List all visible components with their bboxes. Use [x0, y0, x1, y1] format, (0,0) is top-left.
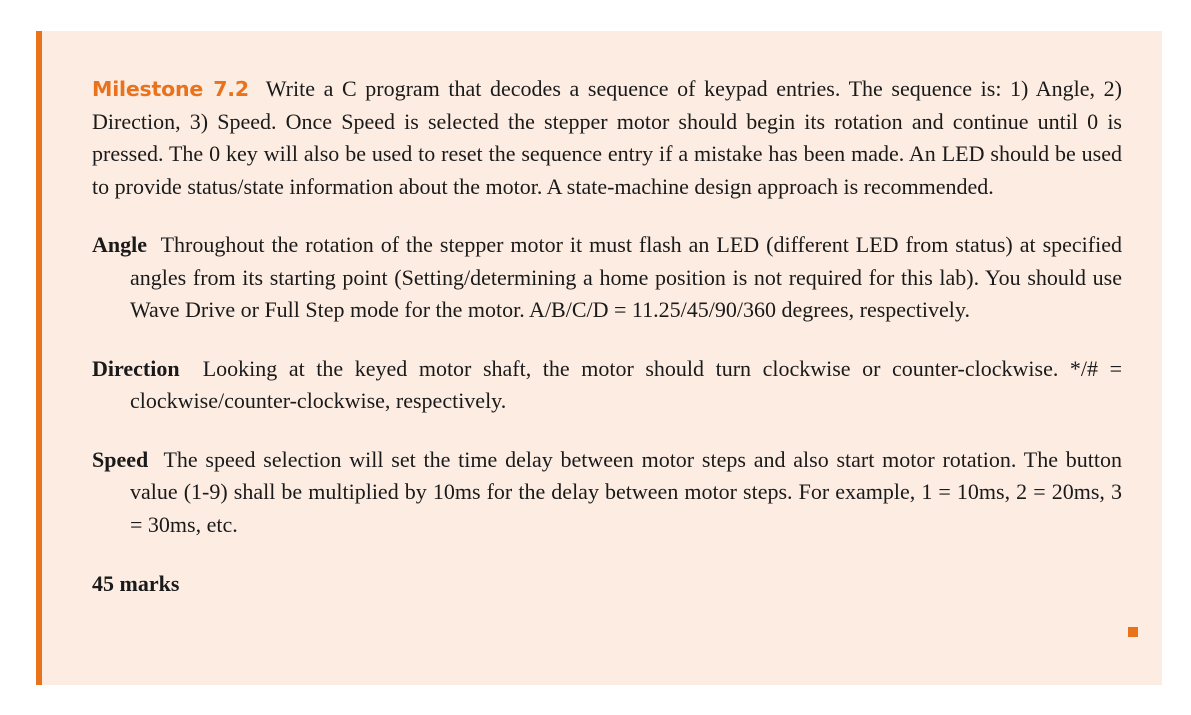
description-term: Direction [92, 355, 180, 381]
milestone-box [36, 31, 1162, 685]
description-item-speed [92, 444, 1122, 542]
milestone-label: Milestone 7.2 [92, 77, 249, 101]
description-text: The speed selection will set the time delay between motor steps and also start motor rotation. The button value (1-9) shall be multiplied by 10ms for the delay between motor steps. For example, 1 = 10ms, 2 = 20ms, 3 = 30ms, etc. [130, 446, 1123, 537]
description-term: Angle [92, 232, 147, 257]
end-square-icon [1128, 627, 1138, 637]
milestone-intro-paragraph [92, 73, 1122, 203]
description-text: Throughout the rotation of the stepper motor it must flash an LED (different LED from status) at specified angles from its starting point (Setting/determining a home position is not required for this lab). You should use Wave Drive or Full Step mode for the motor. A/B/C/D = 11.25/45/90/360 degrees, respectively. [130, 232, 1122, 322]
description-item-angle [92, 229, 1122, 327]
marks-label: 45 marks [92, 571, 180, 596]
milestone-intro-text: Write a C program that decodes a sequence of keypad entries. The sequence is: 1) Angle, 2) Direction, 3) Speed. Once Speed is selected the stepper motor should begin its rotation and continue until 0 is pressed. The 0 key will also be used to reset the sequence entry if a mistake has been made. An LED should be used to provide status/state information about the motor. A state-machine design approach is recommended. [92, 76, 1122, 199]
description-text: Looking at the keyed motor shaft, the motor should turn clockwise or counter-clockwise. */# = clockwise/counter-clockwise, respectively. [130, 355, 1122, 413]
milestone-content [92, 73, 1122, 601]
description-item-direction [92, 353, 1122, 418]
description-term: Speed [92, 446, 149, 472]
